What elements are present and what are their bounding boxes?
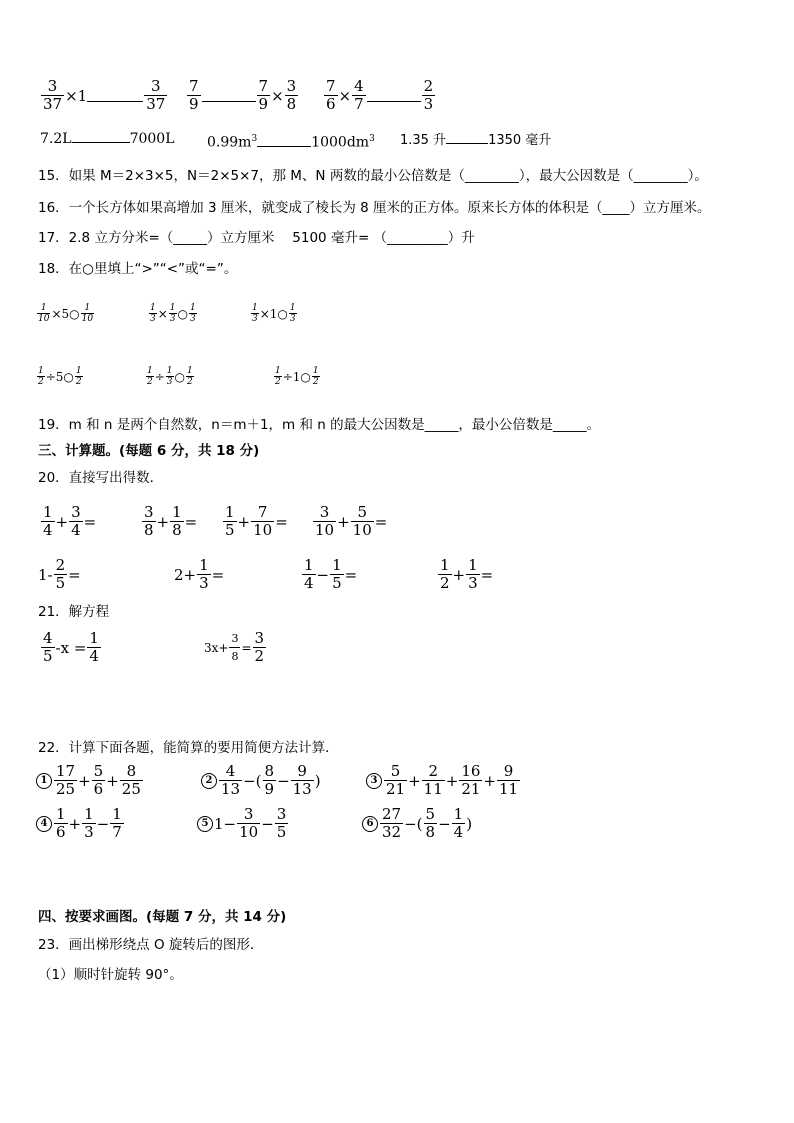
compare-item-b1: $\frac{1}{2}$ ÷5○ $\frac{1}{2}$ [38,366,82,387]
calc-item: $\frac{1}{4}$ + $\frac{3}{4}$ = [43,503,97,539]
calc-22-4: 4 $\frac{1}{6}$ + $\frac{1}{3}$ − $\frac{1}{7}$ [36,806,125,841]
section-4-heading: 四、按要求画图。(每题 7 分，共 14 分) [38,909,287,925]
answer-blank[interactable] [257,134,311,147]
fraction: $\frac{3}{37}$ [43,77,63,113]
q14-row1-item2: $\frac{7}{9}$ $\frac{7}{9}$ × $\frac{3}{8}$ [189,77,297,113]
answer-blank[interactable] [202,89,256,102]
q14-row1-item1: $\frac{3}{37}$ ×1 $\frac{3}{37}$ [43,77,166,113]
circled-number-6: 6 [362,816,378,832]
question-17: 17．2.8 立方分米=（_____）立方厘米 5100 毫升= （_________）升 [38,230,475,246]
compare-item-b2: $\frac{1}{2}$ ÷ $\frac{1}{3}$ ○ $\frac{1}{2}$ [147,366,193,387]
calc-item: $\frac{3}{8}$ + $\frac{1}{8}$ = [144,503,198,539]
calc-22-5: 5 1− $\frac{3}{10}$ − $\frac{3}{5}$ [197,806,289,841]
compare-item-a3: $\frac{1}{3}$ ×1○ $\frac{1}{3}$ [252,303,296,324]
circled-number-2: 2 [201,773,217,789]
question-20: 20．直接写出得数． [38,470,164,486]
calc-item: $\frac{3}{10}$ + $\frac{5}{10}$ = [315,503,388,539]
calc-22-2: 2 $\frac{4}{13}$ −( $\frac{8}{9}$ − $\frac{9}{13}$ ) [201,763,321,798]
answer-blank[interactable] [367,89,421,102]
question-21: 21．解方程 [38,604,110,620]
circled-number-5: 5 [197,816,213,832]
calc-item: $\frac{1}{4}$ − $\frac{1}{5}$ = [304,556,358,592]
question-18: 18．在○里填上“>”“<”或“=”。 [38,261,238,277]
fraction: $\frac{3}{37}$ [146,77,166,113]
compare-item-b3: $\frac{1}{2}$ ÷1○ $\frac{1}{2}$ [275,366,319,387]
answer-blank[interactable] [72,130,130,143]
q14-row1-item3: $\frac{7}{6}$ × $\frac{4}{7}$ $\frac{2}{3}$ [326,77,434,113]
calc-item: 2+ $\frac{1}{3}$ = [174,556,225,592]
calc-22-6: 6 $\frac{27}{32}$ −( $\frac{5}{8}$ − $\frac{1}{4}$ ) [362,806,472,841]
q14-row2-c: 1.35 升 1350 毫升 [400,133,552,148]
equation-2: 3x+ $\frac{3}{8}$ = $\frac{3}{2}$ [204,629,265,665]
calc-item: 1- $\frac{2}{5}$ = [38,556,81,592]
section-3-heading: 三、计算题。(每题 6 分，共 18 分) [38,443,260,459]
q14-row2-a: 7.2L 7000L [40,131,175,147]
question-16: 16．一个长方体如果高增加 3 厘米，就变成了棱长为 8 厘米的正方体。原来长方体的体积是（____）立方厘米。 [38,200,711,216]
question-23: 23．画出梯形绕点 O 旋转后的图形． [38,937,264,953]
question-23-part-1: （1）顺时针旋转 90°。 [38,967,183,983]
answer-blank[interactable] [87,89,143,102]
compare-item-a1: $\frac{1}{10}$ ×5○ $\frac{1}{10}$ [38,303,94,324]
compare-item-a2: $\frac{1}{3}$ × $\frac{1}{3}$ ○ $\frac{1}{3}$ [150,303,196,324]
question-15: 15．如果 M＝2×3×5，N＝2×5×7，那 M、N 两数的最小公倍数是（________），最大公因数是（________）。 [38,168,708,184]
calc-item: $\frac{1}{2}$ + $\frac{1}{3}$ = [440,556,494,592]
q14-row2-b: $0.99m^3$ $1000dm^3$ [207,134,375,151]
question-19: 19．m 和 n 是两个自然数，n＝m＋1，m 和 n 的最大公因数是_____，最小公倍数是_____。 [38,417,601,433]
circled-number-4: 4 [36,816,52,832]
circled-number-1: 1 [36,773,52,789]
circled-number-3: 3 [366,773,382,789]
question-22: 22．计算下面各题，能简算的要用简便方法计算． [38,740,339,756]
calc-22-3: 3 $\frac{5}{21}$ + $\frac{2}{11}$ + $\frac{16}{21}$ + $\frac{9}{11}$ [366,763,521,798]
calc-22-1: 1 $\frac{17}{25}$ + $\frac{5}{6}$ + $\frac{8}{25}$ [36,763,144,798]
calc-item: $\frac{1}{5}$ + $\frac{7}{10}$ = [225,503,288,539]
equation-1: $\frac{4}{5}$ -x = $\frac{1}{4}$ [43,629,99,665]
answer-blank[interactable] [446,131,488,144]
